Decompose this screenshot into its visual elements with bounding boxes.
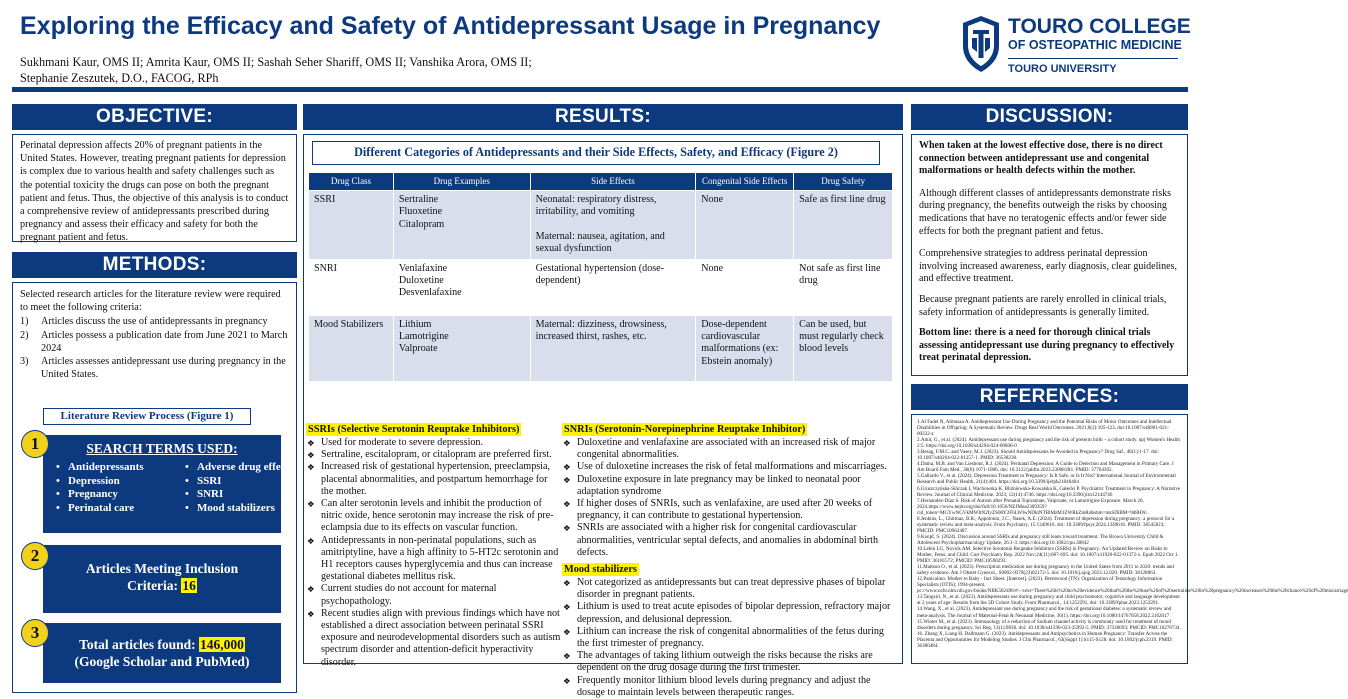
mood-point: ❖ Lithium can increase the risk of congenital abnormalities of the fetus during the first trimester of pregnancy. bbox=[562, 626, 892, 650]
methods-box bbox=[12, 282, 297, 693]
methods-heading: METHODS: bbox=[12, 252, 297, 278]
ssri-list bbox=[306, 437, 562, 669]
criteria-item: 1) Articles discuss the use of antidepressants in pregnancy bbox=[20, 316, 268, 328]
col-header: Side Effects bbox=[530, 173, 696, 191]
criteria-item: 2) Articles possess a publication date from June 2021 to March 2024 bbox=[20, 329, 288, 354]
reference-item: 13.Tangsiri, N., et al. (2023). Antidepressants use during pregnancy and child psychomotor, cognitive and language development at 2 years of age: Results from the 3D Cohort Study. Front Pharmacol., 14:1252291. doi: 10.3389/fphar.2023.1252291. bbox=[917, 594, 1180, 607]
col-header: Congenital Side Effects bbox=[696, 173, 794, 191]
header-divider bbox=[12, 87, 1188, 92]
mood-point: ❖ The advantages of taking lithium outweigh the risks because the risks are dependent on the drug dosage during the first trimester. bbox=[562, 650, 892, 674]
ssri-point: ❖ Can alter serotonin levels and inhibit the production of nitric oxide, hence serotonin may increase the risk of pre-eclampsia due to its effects on vascular function. bbox=[306, 498, 562, 535]
reference-item: 9.Knopf, S. (2024). Discussion around SSRIs and pregnancy still leans toward treatment. The Brown University Child & Adolescent Psychopharmacology Update, 26:1-3. https://doi.org/10.1002/cpu.30842 bbox=[917, 533, 1164, 546]
col-header: Drug Examples bbox=[393, 173, 530, 191]
cell-side-effects: Maternal: dizziness, drowsiness, increased thirst, rashes, etc. bbox=[530, 315, 696, 381]
snri-point: ❖ If higher doses of SNRIs, such as venlafaxine, are used after 20 weeks of pregnancy, it can contribute to gestational hypertension. bbox=[562, 498, 892, 522]
reference-item: 14.Wang, X., et al. (2023). Antidepressant use during pregnancy and the risk of gestational diabetes: a systematic review and meta-analysis. The Journal of Maternal-Fetal & Neonatal Medicine, 36(1). https://doi.org/10.1080/14767058.2022.2162017 bbox=[917, 606, 1172, 619]
shield-logo-icon bbox=[960, 14, 1002, 74]
discussion-para: Although different classes of antidepressants demonstrate risks during pregnancy, the benefits outweigh the risks by choosing medications that have no teratogenic effects and/or fewer side effects for both the pregnant patient and fetus. bbox=[919, 187, 1171, 237]
reference-item: 8.Jenkins, L., Ghirmaz, B.R., Appolonio, J.C., Nasek, A.E. (2024). Treatment of depression during pregnancy: a protocol for a systematic review and meta-analysis. Front Psychiatry, 15:1349616. doi: 10.3389/fpsyt.2024.1349616. PMID: 38545823; PMCID: PMC10962487. bbox=[917, 515, 1175, 534]
mood-list bbox=[562, 577, 892, 699]
methods-intro: Selected research articles for the literature review were required to meet the following criteria: bbox=[20, 289, 281, 314]
ssri-point: ❖ Sertraline, escitalopram, or citalopram are preferred first. bbox=[306, 449, 562, 461]
cell-class: SSRI bbox=[309, 191, 394, 260]
criteria-list bbox=[20, 315, 289, 381]
search-term: • Depression bbox=[54, 475, 177, 489]
discussion-bottom-line: Bottom line: there is a need for thorough clinical trials assessing antidepressant use during pregnancy to effectively treat perinatal depression. bbox=[919, 327, 1175, 364]
references-section bbox=[911, 384, 1348, 664]
cell-examples: Lithium Lamotrigine Valproate bbox=[393, 315, 530, 381]
discussion-para: Because pregnant patients are rarely enrolled in clinical trials, safety information of antidepressants is generally limited. bbox=[919, 293, 1167, 318]
figure-1-label: Literature Review Process (Figure 1) bbox=[43, 408, 251, 425]
discussion-section bbox=[911, 104, 1188, 376]
results-section bbox=[303, 104, 903, 698]
results-heading: RESULTS: bbox=[303, 104, 903, 130]
references-heading: REFERENCES: bbox=[911, 384, 1188, 410]
cell-side-effects: Neonatal: respiratory distress, irritability, and vomiting Maternal: nausea, agitation, and sexual dysfunction bbox=[530, 191, 696, 260]
search-terms-title: SEARCH TERMS USED: bbox=[86, 441, 238, 456]
step-2-badge: 2 bbox=[21, 542, 49, 570]
total-line-1: Total articles found: 146,000 bbox=[79, 637, 244, 652]
mood-heading: Mood stabilizers bbox=[564, 564, 637, 576]
snri-mood-block bbox=[562, 419, 892, 699]
reference-item: 5.Gallardo V., et al. (2024). Depression Treatment in Pregnancy: Is It Safe, or Is It Not? International Journal of Environmental Research and Public Health, 21(4):404. https://doi.org/10.3390/ijerph21040404 bbox=[917, 473, 1176, 486]
reference-item: 6.Gruszczyńska-Sińczak I, Wachowska K, Bliźniewska-Kowalska K, Gałecki P. Psychiatric Treatment in Pregnancy: A Narrative Review. Journal of Clinical Medicine. 2023; 12(14):4746. https://doi.org/10.3390/jcm12144746 bbox=[917, 485, 1181, 498]
cell-examples: Venlafaxine Duloxetine Desvenlafaxine bbox=[393, 259, 530, 315]
ssri-point: ❖ Antidepressants in non-perinatal populations, such as amitriptyline, have a high affinity to 5-HT2c serotonin and H1 receptors causes hyperglycemia and thus can increase gestational diabetes mellitus risk. bbox=[306, 535, 562, 584]
objective-heading: OBJECTIVE: bbox=[12, 104, 297, 130]
logo-college-name: TOURO COLLEGE bbox=[1008, 15, 1191, 38]
search-term: • Mood stabilizers bbox=[183, 502, 293, 516]
search-term: • SNRI bbox=[183, 488, 293, 502]
ssri-block bbox=[306, 419, 562, 669]
antidepressant-table bbox=[308, 172, 893, 382]
cell-safety: Safe as first line drug bbox=[794, 191, 893, 260]
cell-safety: Not safe as first line drug bbox=[794, 259, 893, 315]
logo-university-name: TOURO UNIVERSITY bbox=[1008, 58, 1178, 76]
cell-congenital: None bbox=[696, 259, 794, 315]
institution-logo bbox=[958, 12, 1191, 82]
discussion-para: When taken at the lowest effective dose, there is no direct connection between antidepressant use and congenital malformations or health defects within the mother. bbox=[919, 140, 1163, 177]
discussion-para: Comprehensive strategies to address perinatal depression involving increased awareness, early diagnosis, clear guidelines, and effective treatment. bbox=[919, 248, 1177, 285]
reference-item: 1.Al Fadel N, Almusaa A. Antidepressant Use During Pregnancy and the Potential Risks of Motor Outcomes and Intellectual Disabilities in Offspring: A Systematic Review. Drugs Real World Outcomes. 2021;8(2):105-123. doi:10.1007/s40801-021-00232-z bbox=[917, 419, 1172, 438]
snri-heading: SNRIs (Serotonin-Norepinephrine Reuptake Inhibitor) bbox=[564, 424, 806, 435]
snri-list bbox=[562, 437, 892, 559]
poster-title: Exploring the Efficacy and Safety of Antidepressant Usage in Pregnancy bbox=[20, 12, 881, 40]
inclusion-line-1: Articles Meeting Inclusion bbox=[85, 561, 239, 576]
snri-point: ❖ SNRIs are associated with a higher risk for congenital cardiovascular abnormalities, ventricular septal defects, and anomalies in abdominal birth defects. bbox=[562, 522, 892, 559]
ssri-point: ❖ Increased risk of gestational hypertension, preeclampsia, placental abnormalities, and postpartum hemorrhage for the mother. bbox=[306, 461, 562, 498]
search-term: • Adverse drug effect bbox=[183, 461, 293, 475]
references-box bbox=[911, 414, 1348, 664]
inclusion-line-2: Criteria: 16 bbox=[127, 578, 196, 593]
cell-examples: Sertraline Fluoxetine Citalopram bbox=[393, 191, 530, 260]
reference-item: 7.Hernández-Díaz S. Risk of Autism after Prenatal Topiramate, Valproate, or Lamotrigine Exposure. March 20, 2024.https://www.nejm.org/doi/full/10.1056/NEJMoa2309359?cid_token=MGYwNGVkMWItN2IyZS00Y2FhLWIwNDktNTBlMzM1ZWRkZmRi&sbm=msSDiBM=9d8HW... bbox=[917, 497, 1150, 516]
discussion-heading: DISCUSSION: bbox=[911, 104, 1188, 130]
search-term: • Antidepressants bbox=[54, 461, 177, 475]
cell-side-effects: Gestational hypertension (dose-dependent) bbox=[530, 259, 696, 315]
mood-point: ❖ Frequently monitor lithium blood levels during pregnancy and adjust the dosage to maintain levels between therapeutic ranges. bbox=[562, 675, 892, 699]
step-1-search-terms bbox=[43, 435, 290, 533]
reference-item: 12.Panicalino. Mother to Baby - fact Sheet. [Internet]. (2023). Brentwood (TN): Organization of Teratology Information Specialists (OTIS); 1994-present. bbox=[917, 576, 1163, 589]
author-list bbox=[20, 54, 920, 86]
criteria-item: 3) Articles assesses antidepressant use during pregnancy in the United States. bbox=[20, 356, 286, 381]
reference-item: 15.Winter M., et al. (2023). Immunology of a reduction of Sodium channel activity is commonly used for treatment of mood disorders during pregnancy. Sci Rep, 13(1):9836. doi: 10.1038/s41598-023-35992-5. PMID: 37330693; PMCID: PMC10276734. bbox=[917, 618, 1181, 631]
snri-point: ❖ Use of duloxetine increases the risk of fetal malformations and miscarriages. bbox=[562, 461, 892, 473]
cell-congenital: Dose-dependent cardiovascular malformations (ex: Ebstein anomaly) bbox=[696, 315, 794, 381]
cell-class: Mood Stabilizers bbox=[309, 315, 394, 381]
search-term: • Pregnancy bbox=[54, 488, 177, 502]
table-row bbox=[309, 191, 893, 260]
results-box bbox=[303, 134, 903, 698]
logo-text bbox=[1008, 16, 1191, 76]
reference-item: 16. Zhang X, Liang H, Dallmann G. (2023). Antidepressants and Antipsychotics in Human Pregnancy: Transfer Across the Placenta and Opportunities for Modeling Studies. J Clin Pharmacol., 63(Suppl 1):S115-S128. doi: 10.1002/jcph.2319. PMID: 36380484. bbox=[917, 630, 1173, 649]
cell-class: SNRI bbox=[309, 259, 394, 315]
table-header-row bbox=[309, 173, 893, 191]
ssri-point: ❖ Used for moderate to severe depression. bbox=[306, 437, 562, 449]
total-count: 146,000 bbox=[200, 637, 244, 652]
reference-item: pc://www.ncbi.nlm.nih.gov/books/NBK582496/#:~:text=There%20is%20no%20evidence%20that%20the%20use%20of%20sertraline%20in%20pregnancy%20increases%20the%20chance%20of%20miscarriage bbox=[917, 588, 1348, 595]
objective-section bbox=[12, 104, 297, 242]
step-1-badge: 1 bbox=[21, 430, 49, 458]
inclusion-count: 16 bbox=[182, 578, 196, 593]
discussion-box bbox=[911, 134, 1188, 376]
objective-text: Perinatal depression affects 20% of pregnant patients in the United States. However, treating pregnant patients for depression is complex due to various health and safety challenges such as the potential toxicity the drugs can pose on both the pregnant patient and fetus. Thus, the objective of this analysis is to conduct a comprehensive review of antidepressants prescribed during pregnancy and assess their efficacy and safety for both the pregnant patient and fetus. bbox=[12, 134, 297, 242]
methods-section bbox=[12, 252, 297, 693]
mood-point: ❖ Not categorized as antidepressants but can treat depressive phases of bipolar disorder in pregnant patients. bbox=[562, 577, 892, 601]
mood-point: ❖ Lithium is used to treat acute episodes of bipolar depression, refractory major depression, and delusional depression. bbox=[562, 601, 892, 625]
total-line-2: (Google Scholar and PubMed) bbox=[74, 654, 250, 669]
step-2-inclusion bbox=[43, 545, 281, 613]
step-3-total bbox=[43, 623, 281, 683]
table-title: Different Categories of Antidepressants and their Side Effects, Safety, and Efficacy (Figure 2) bbox=[312, 141, 880, 165]
cell-safety: Can be used, but must regularly check blood levels bbox=[794, 315, 893, 381]
col-header: Drug Safety bbox=[794, 173, 893, 191]
reference-item: 11.Mattson O., et al. (2023). Prescription medication use during pregnancy in the United States from 2011 to 2020: trends and safety evidence. Am J Obstet Gynecol., S0002-9378(23)02172-5. doi: 10.1016/j.ajog.2023.12.020. PMID: 38128863. bbox=[917, 564, 1174, 577]
search-term: • SSRI bbox=[183, 475, 293, 489]
authors-line-2: Stephanie Zeszutek, D.O., FACOG, RPh bbox=[20, 71, 219, 85]
cell-congenital: None bbox=[696, 191, 794, 260]
ssri-point: ❖ Current studies do not account for maternal psychopathology. bbox=[306, 583, 562, 607]
search-terms-grid bbox=[54, 461, 290, 515]
table-row bbox=[309, 259, 893, 315]
authors-line-1: Sukhmani Kaur, OMS II; Amrita Kaur, OMS II; Sashah Seher Shariff, OMS II; Vanshika Arora, OMS II; bbox=[20, 55, 532, 69]
reference-item: 10.Lebin LG, Novick AM. Selective Serotonin Reuptake Inhibitors (SSRIs) in Pregnancy: An Updated Review on Risks to Mother, Fetus, and Child. Curr Psychiatry Rep. 2022 Nov;24(11):687-695. doi: 10.1007/s11920-022-01372-x. Epub 2022 Oct 1. PMID: 36181572; PMCID: PMC10590293. bbox=[917, 545, 1179, 565]
col-header: Drug Class bbox=[309, 173, 394, 191]
reference-item: 4.Dama, M.B. and Van Lieshout, R.J. (2024). Perinatal Depression: A Guide to Detection and Management in Primary Care. J Am Board Fam Med., 36(6):1071-1086. doi: 10.3122/jabfm.2023.230081R1. PMID: 37704392. bbox=[917, 461, 1174, 474]
ssri-point: ❖ Recent studies align with previous findings which have not established a direct association between perinatal SSRI exposure and neurodevelopmental disorders such as autism spectrum disorder and attention-deficit hyperactivity disorder. bbox=[306, 608, 562, 669]
table-row bbox=[309, 315, 893, 381]
step-3-badge: 3 bbox=[21, 619, 49, 647]
snri-point: ❖ Duloxetine exposure in late pregnancy may be linked to neonatal poor adaptation syndrome bbox=[562, 474, 892, 498]
logo-college-subtitle: OF OSTEOPATHIC MEDICINE bbox=[1008, 38, 1182, 52]
reference-item: 2.Amit, G., et al. (2024). Antidepressant use during pregnancy and the risk of preterm birth – a cohort study. npj Women's Health 2:5. https://doi.org/10.1038/s44294-024-00006-0 bbox=[917, 437, 1180, 450]
reference-item: 3.Besag, F.M.C. and Vasey, M.J. (2023). Should Antidepressants be Avoided in Pregnancy? Drug Saf., 46(1):1-17. doi: 10.1007/s40264-022-01257-1. PMID: 36538238. bbox=[917, 449, 1159, 462]
search-term: • Perinatal care bbox=[54, 502, 177, 516]
ssri-heading: SSRIs (Selective Serotonin Reuptake Inhibitors) bbox=[308, 424, 520, 435]
snri-point: ❖ Duloxetine and venlafaxine are associated with an increased risk of major congenital abnormalities. bbox=[562, 437, 892, 461]
